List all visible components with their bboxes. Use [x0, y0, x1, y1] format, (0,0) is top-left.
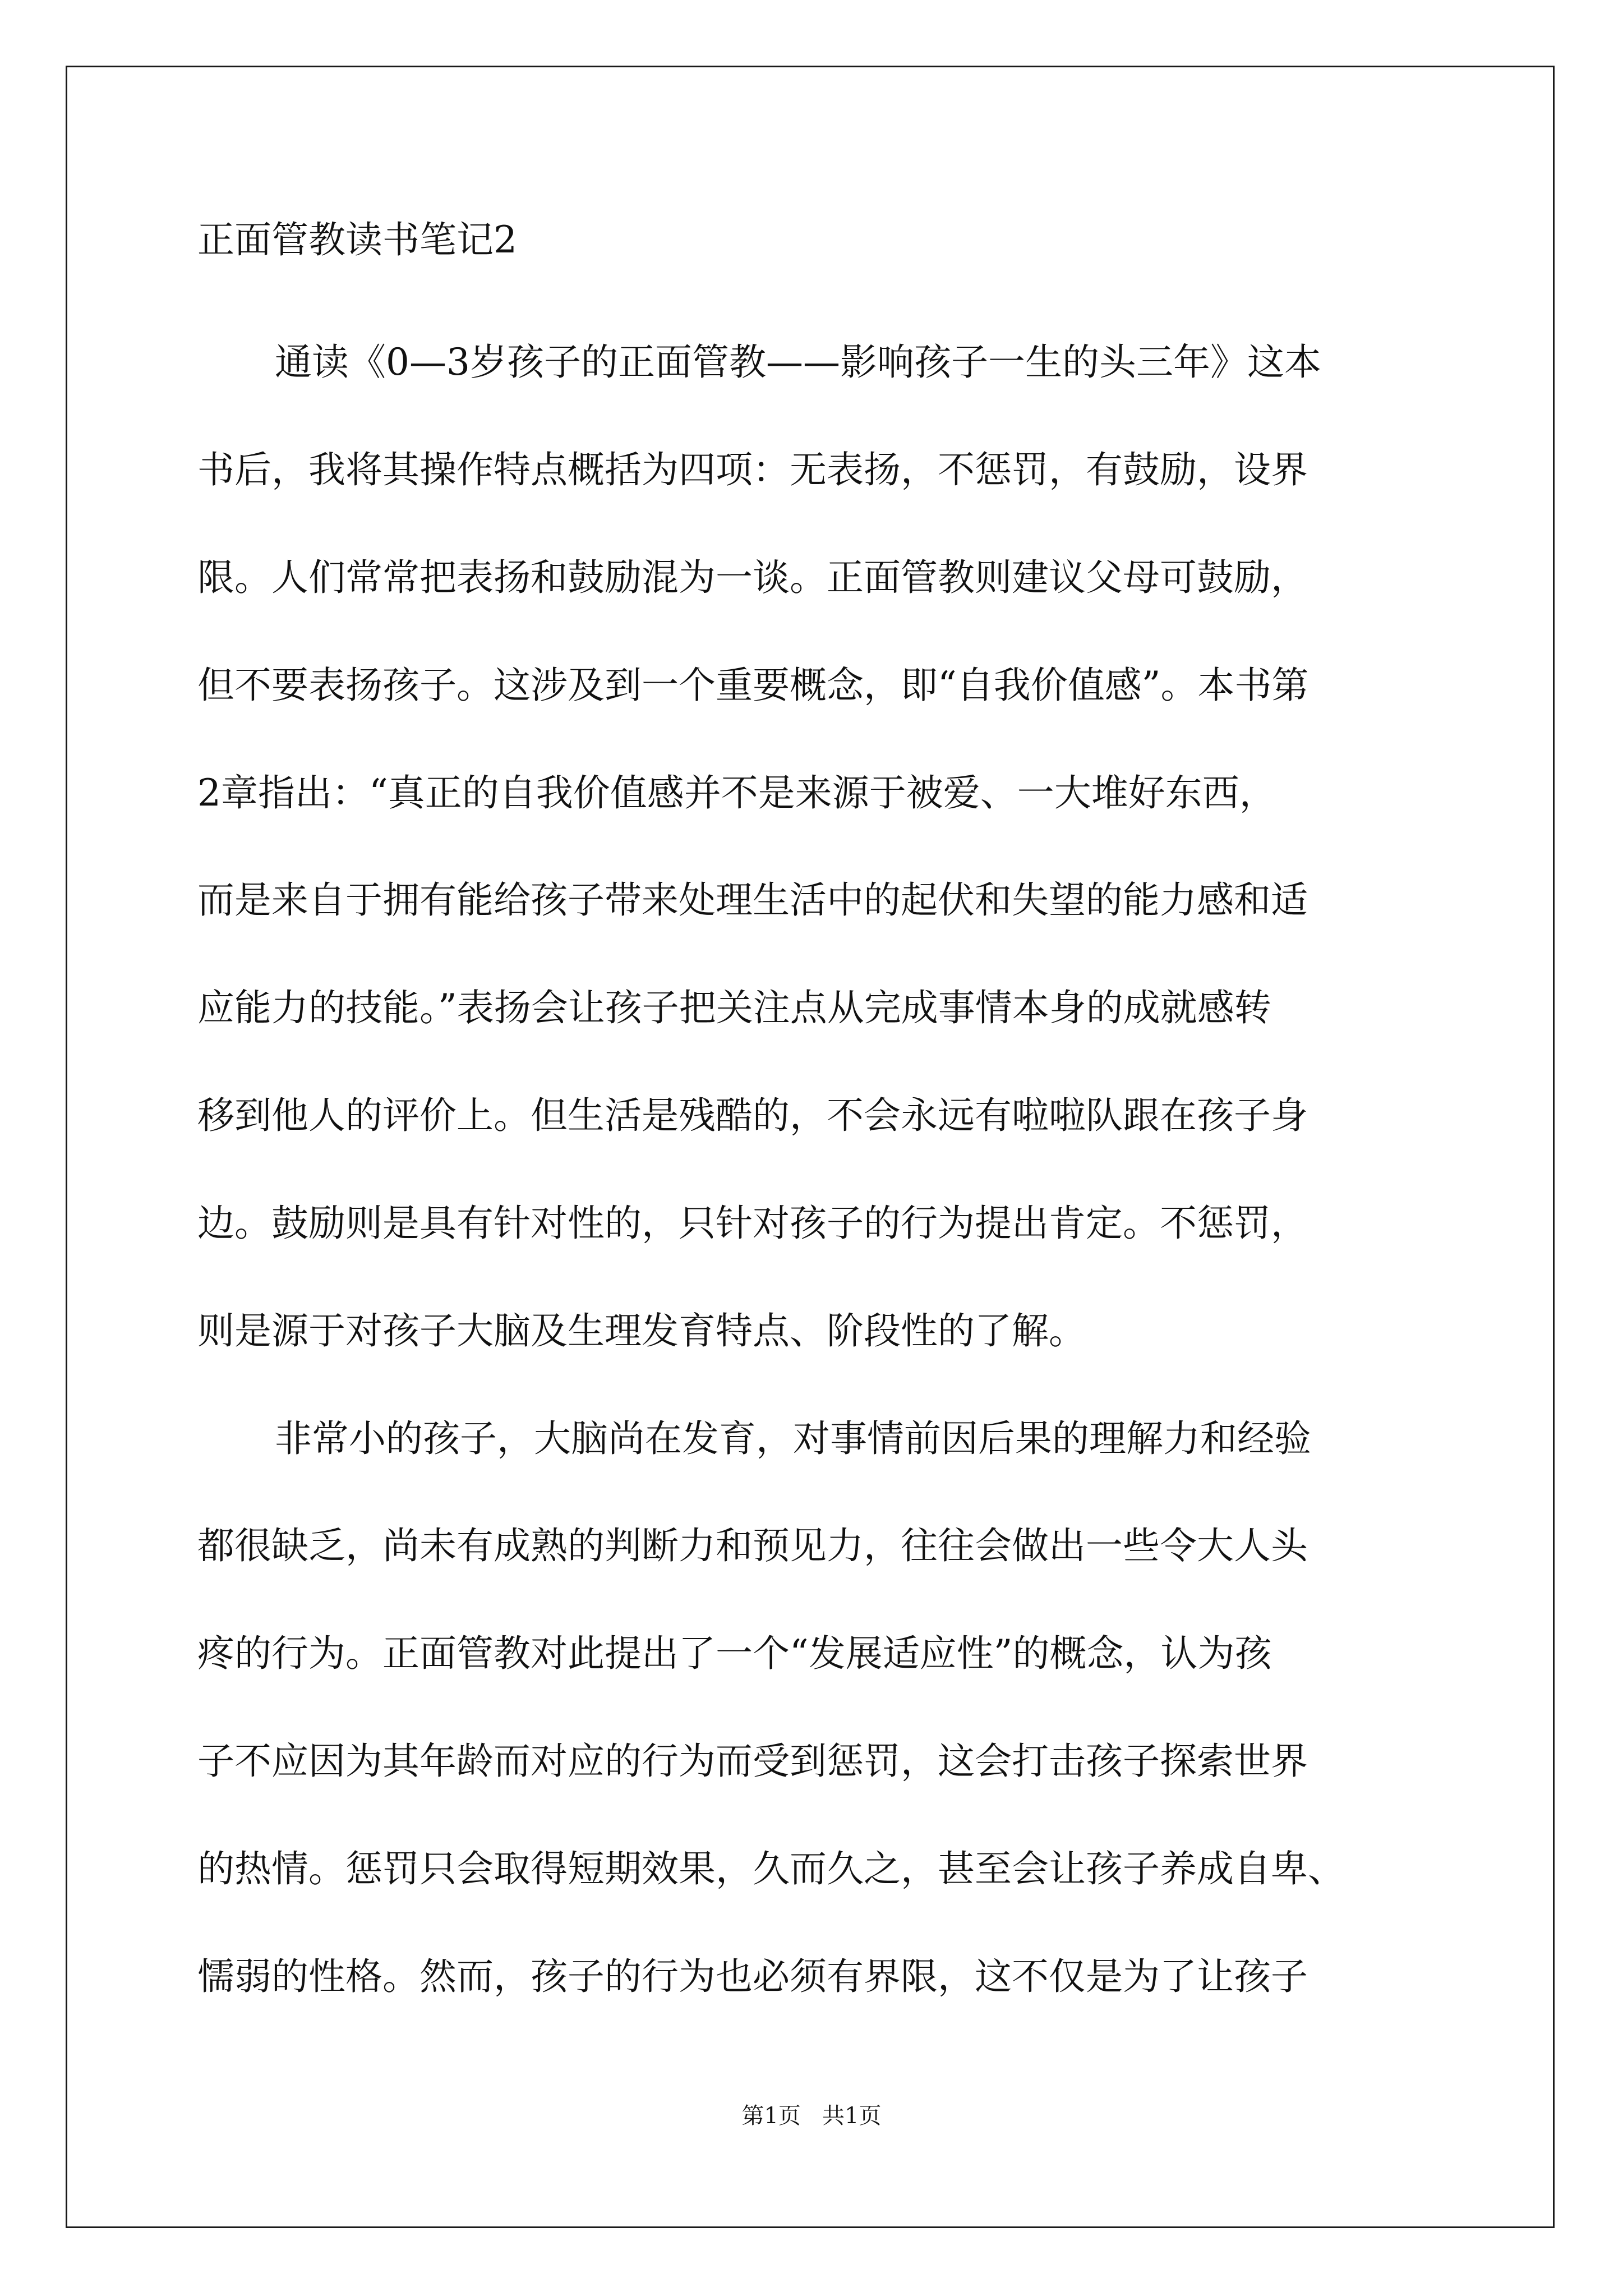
paragraph-line: 但不要表扬孩子。这涉及到一个重要概念，即“自我价值感”。本书第 [197, 664, 1309, 707]
paragraph-line: 的热情。惩罚只会取得短期效果，久而久之，甚至会让孩子养成自卑、 [197, 1847, 1345, 1890]
paragraph-line: 边。鼓励则是具有针对性的，只针对孩子的行为提出肯定。不惩罚， [197, 1202, 1308, 1245]
paragraph-line: 则是源于对孩子大脑及生理发育特点、阶段性的了解。 [197, 1309, 1086, 1352]
paragraph-line: 限。人们常常把表扬和鼓励混为一谈。正面管教则建议父母可鼓励， [197, 556, 1308, 599]
paragraph-line: 子不应因为其年龄而对应的行为而受到惩罚，这会打击孩子探索世界 [197, 1740, 1308, 1783]
paragraph-line: 应能力的技能。”表扬会让孩子把关注点从完成事情本身的成就感转 [197, 986, 1271, 1029]
page-border [66, 66, 1555, 2228]
paragraph-line: 都很缺乏，尚未有成熟的判断力和预见力，往往会做出一些令大人头 [197, 1524, 1308, 1567]
paragraph-line: 书后，我将其操作特点概括为四项：无表扬，不惩罚，有鼓励，设界 [197, 448, 1308, 491]
paragraph-line: 通读《0—3岁孩子的正面管教——影响孩子一生的头三年》这本 [275, 341, 1321, 384]
paragraph-line: 而是来自于拥有能给孩子带来处理生活中的起伏和失望的能力感和适 [197, 878, 1308, 922]
paragraph-line: 疼的行为。正面管教对此提出了一个“发展适应性”的概念，认为孩 [197, 1632, 1272, 1675]
paragraph-line: 非常小的孩子，大脑尚在发育，对事情前因后果的理解力和经验 [275, 1417, 1311, 1460]
paragraph-line: 2章指出：“真正的自我价值感并不是来源于被爱、一大堆好东西， [197, 771, 1276, 815]
page-footer: 第1页 共1页 [741, 2103, 882, 2129]
paragraph-line: 移到他人的评价上。但生活是残酷的，不会永远有啦啦队跟在孩子身 [197, 1094, 1308, 1137]
paragraph-line: 懦弱的性格。然而，孩子的行为也必须有界限，这不仅是为了让孩子 [197, 1955, 1308, 1998]
document-title: 正面管教读书笔记2 [197, 218, 517, 261]
